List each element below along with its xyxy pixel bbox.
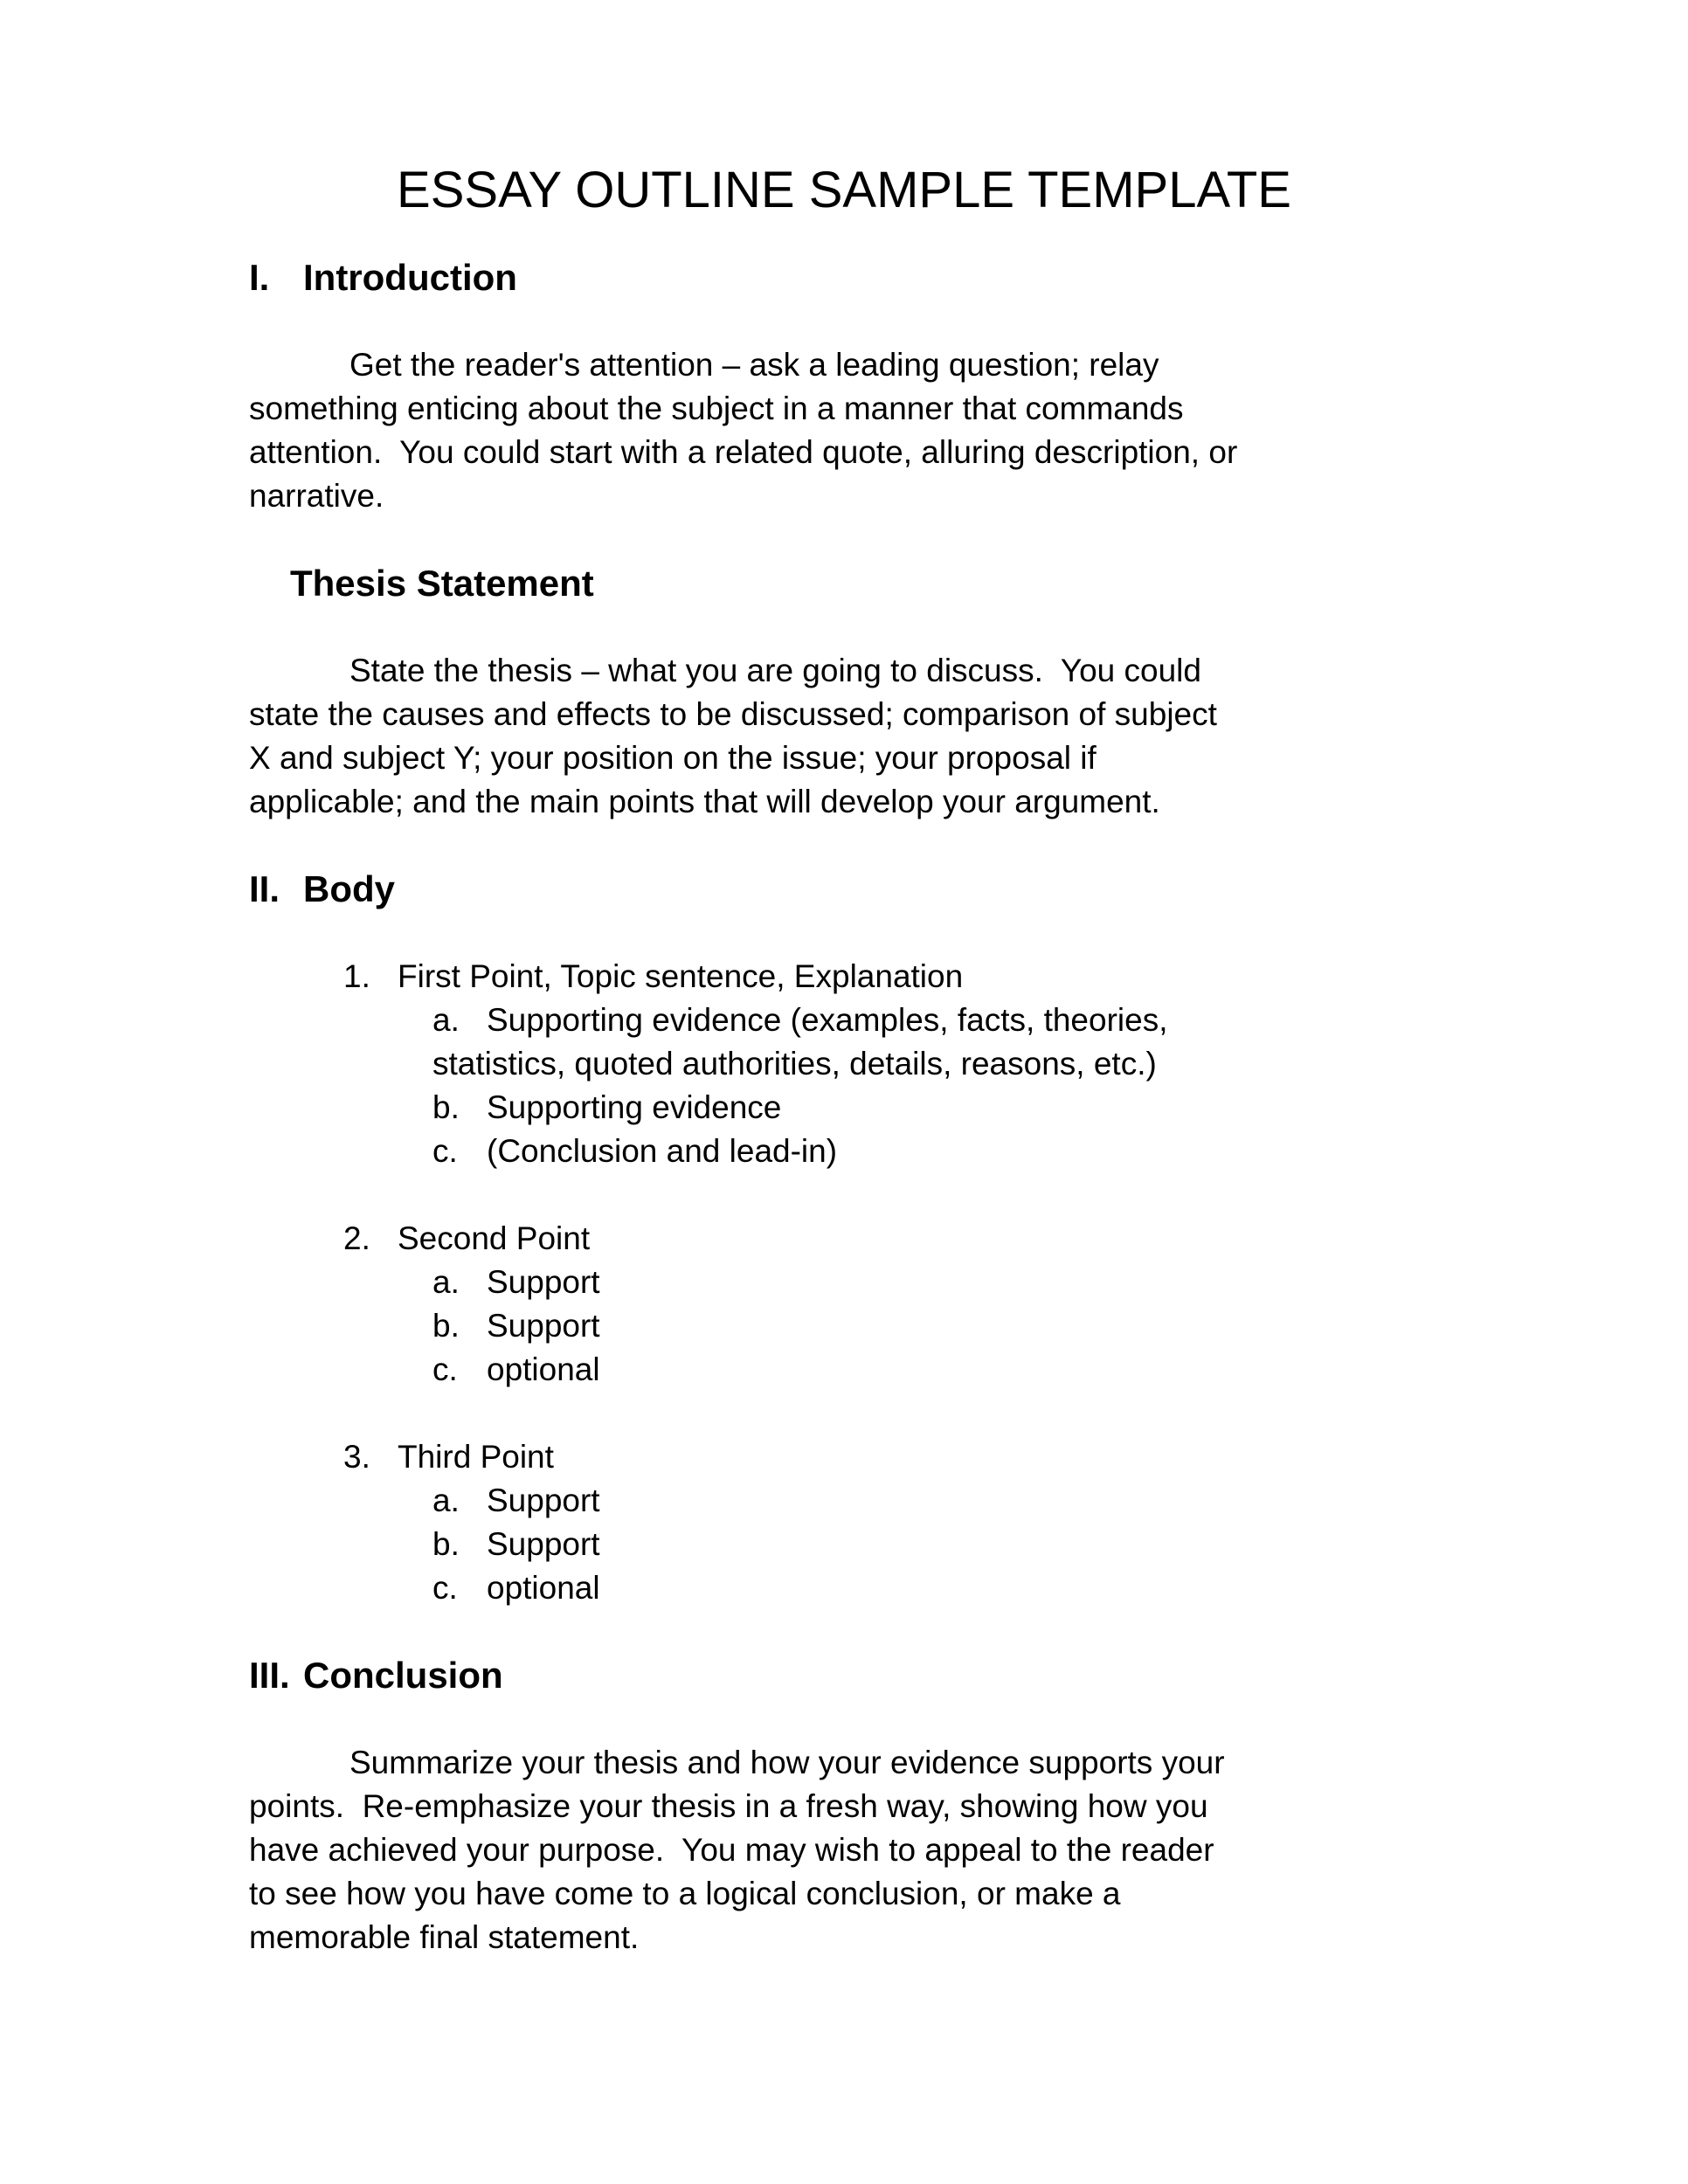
subpoint-text: Supporting evidence [487,1089,782,1125]
blank-line [0,1392,1688,1435]
thesis-paragraph-line: applicable; and the main points that will develop your argument. [249,784,1160,819]
point-title: Third Point [398,1439,554,1475]
intro-paragraph-line: something enticing about the subject in a manner that commands [249,390,1184,426]
subpoint-text: Supporting evidence (examples, facts, theories, [487,1002,1168,1038]
blank-line [0,518,1688,562]
blank-line [0,1173,1688,1217]
point-number: 1. [343,958,370,994]
section-numeral-conclusion: III. [249,1655,290,1696]
point-number: 3. [343,1439,370,1475]
outline-point-2 [0,1217,1688,1261]
outline-point-3 [0,1435,1688,1479]
intro-paragraph-line: Get the reader's attention – ask a leading question; relay [349,347,1159,383]
outline-subpoint-3a [0,1479,1688,1523]
outline-subpoint-1a-continuation: statistics, quoted authorities, details, reasons, etc.) [432,1046,1157,1082]
outline-subpoint-1c [0,1130,1688,1173]
outline-point-1 [0,955,1688,999]
thesis-paragraph-line: X and subject Y; your position on the issue; your proposal if [249,740,1097,776]
conclusion-paragraph-line: Summarize your thesis and how your evidence supports your [349,1745,1225,1780]
subpoint-text: (Conclusion and lead-in) [487,1133,838,1169]
section-label-conclusion: Conclusion [303,1655,503,1696]
subpoint-letter: a. [432,1002,460,1038]
point-title: First Point, Topic sentence, Explanation [398,958,964,994]
conclusion-paragraph-line: to see how you have come to a logical conclusion, or make a [249,1876,1121,1911]
subpoint-letter: a. [432,1264,460,1300]
subpoint-text: optional [487,1570,600,1606]
blank-line [0,605,1688,649]
blank-line [0,212,1688,256]
subpoint-text: Support [487,1526,600,1562]
subpoint-letter: c. [432,1351,458,1387]
blank-line [0,824,1688,867]
section-heading-conclusion [0,1654,1688,1697]
subpoint-letter: a. [432,1482,460,1518]
conclusion-paragraph-line: memorable final statement. [249,1919,640,1955]
outline-subpoint-2a [0,1261,1688,1304]
subpoint-text: Support [487,1264,600,1300]
subpoint-letter: b. [432,1089,460,1125]
conclusion-paragraph-line: points. Re-emphasize your thesis in a fresh way, showing how you [249,1788,1208,1824]
thesis-paragraph-line: state the causes and effects to be discussed; comparison of subject [249,696,1217,732]
subpoint-letter: b. [432,1526,460,1562]
subpoint-letter: c. [432,1570,458,1606]
outline-subpoint-1a [0,999,1688,1042]
section-label-body: Body [303,868,395,909]
section-heading-introduction [0,256,1688,300]
document-title: ESSAY OUTLINE SAMPLE TEMPLATE [397,162,1291,218]
outline-subpoint-1b [0,1086,1688,1130]
blank-line [0,300,1688,343]
blank-line [0,1697,1688,1741]
subpoint-letter: c. [432,1133,458,1169]
intro-paragraph-line: attention. You could start with a related quote, alluring description, or [249,434,1238,470]
subpoint-text: Support [487,1482,600,1518]
blank-line [0,911,1688,955]
subpoint-letter: b. [432,1308,460,1344]
intro-paragraph-line: narrative. [249,478,384,514]
section-heading-thesis-statement: Thesis Statement [290,563,594,604]
subpoint-text: optional [487,1351,600,1387]
outline-subpoint-3c [0,1566,1688,1610]
blank-line [0,1610,1688,1654]
section-label-introduction: Introduction [303,257,517,298]
point-number: 2. [343,1220,370,1256]
conclusion-paragraph-line: have achieved your purpose. You may wish to appeal to the reader [249,1832,1214,1868]
section-heading-body [0,867,1688,911]
outline-subpoint-3b [0,1523,1688,1566]
section-numeral-body: II. [249,868,280,909]
section-numeral-introduction: I. [249,257,270,298]
subpoint-text: Support [487,1308,600,1344]
point-title: Second Point [398,1220,591,1256]
outline-subpoint-2b [0,1304,1688,1348]
outline-subpoint-2c [0,1348,1688,1392]
thesis-paragraph-line: State the thesis – what you are going to discuss. You could [349,653,1201,688]
